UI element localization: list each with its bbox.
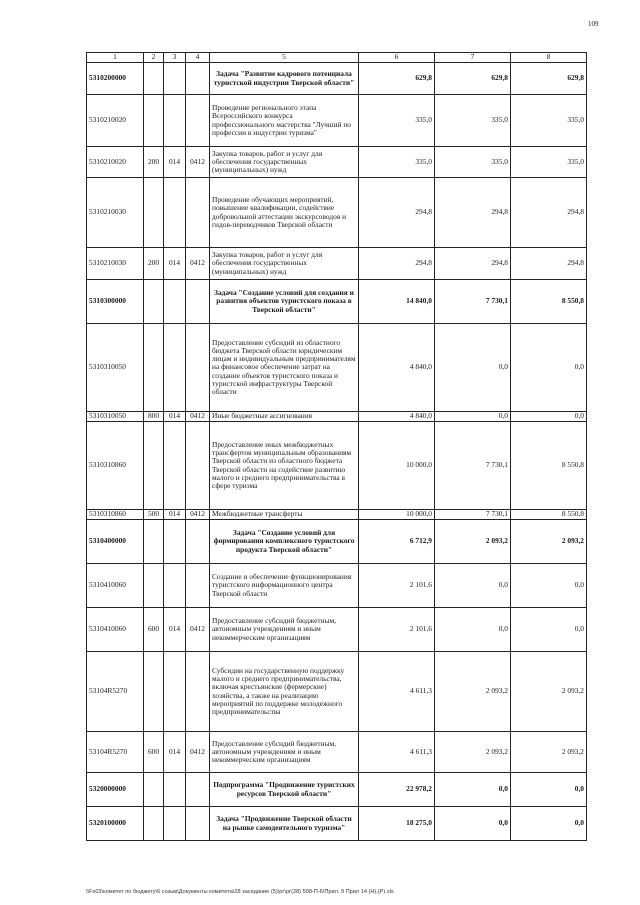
amount-col6-cell: 10 000,0: [359, 510, 435, 520]
table-row: [87, 520, 587, 564]
item-name-cell: Подпрограмма "Продвижение туристских ресурсов Тверской области": [210, 773, 359, 807]
expense-type-cell: [144, 564, 164, 608]
amount-col6-cell: 4 840,0: [359, 412, 435, 422]
section-code-cell: [186, 520, 210, 564]
item-name-cell: Субсидии на государственную поддержку малого и среднего предпринимательства, включая крестьянские (фермерские) хозяйства, а также на реализацию мероприятий по поддержке молодежного предпринимательства: [210, 652, 359, 732]
amount-col8-cell: 0,0: [511, 564, 587, 608]
budget-code-cell: 5310210020: [87, 95, 144, 147]
expense-type-cell: [144, 773, 164, 807]
table-row: [87, 147, 587, 178]
expense-type-cell: [144, 422, 164, 510]
budget-code-cell: 5320100000: [87, 807, 144, 841]
amount-col7-cell: 7 730,1: [435, 510, 511, 520]
amount-col8-cell: 629,8: [511, 63, 587, 95]
section-code-cell: [186, 95, 210, 147]
expense-type-cell: [144, 652, 164, 732]
amount-col6-cell: 629,8: [359, 63, 435, 95]
table-row: [87, 773, 587, 807]
amount-col8-cell: 0,0: [511, 324, 587, 412]
header-cell: 1: [87, 53, 144, 63]
expense-type-cell: [144, 63, 164, 95]
item-name-cell: Закупка товаров, работ и услуг для обеспечения государственных (муниципальных) нужд: [210, 248, 359, 280]
budget-code-cell: 5310410060: [87, 608, 144, 652]
header-cell: 8: [511, 53, 587, 63]
expense-type-cell: 600: [144, 732, 164, 773]
budget-code-cell: 5320000000: [87, 773, 144, 807]
section-code-cell: [186, 63, 210, 95]
amount-col6-cell: 335,0: [359, 147, 435, 178]
budget-table: [86, 52, 587, 841]
ministry-code-cell: 014: [164, 510, 186, 520]
amount-col7-cell: 294,8: [435, 248, 511, 280]
ministry-code-cell: [164, 63, 186, 95]
section-code-cell: 0412: [186, 732, 210, 773]
table-row: [87, 324, 587, 412]
amount-col7-cell: 2 093,2: [435, 520, 511, 564]
ministry-code-cell: [164, 807, 186, 841]
expense-type-cell: 200: [144, 147, 164, 178]
page-number: 109: [588, 20, 599, 28]
amount-col6-cell: 4 611,3: [359, 652, 435, 732]
expense-type-cell: [144, 178, 164, 248]
header-cell: 3: [164, 53, 186, 63]
budget-code-cell: 5310310050: [87, 412, 144, 422]
amount-col7-cell: 7 730,1: [435, 280, 511, 324]
section-code-cell: [186, 280, 210, 324]
table-row: [87, 608, 587, 652]
amount-col6-cell: 14 840,0: [359, 280, 435, 324]
expense-type-cell: [144, 280, 164, 324]
header-cell: 7: [435, 53, 511, 63]
table-row: [87, 510, 587, 520]
expense-type-cell: [144, 807, 164, 841]
section-code-cell: 0412: [186, 608, 210, 652]
table-row: [87, 280, 587, 324]
ministry-code-cell: 014: [164, 412, 186, 422]
item-name-cell: Задача "Продвижение Тверской области на рынке самодеятельного туризма": [210, 807, 359, 841]
ministry-code-cell: 014: [164, 732, 186, 773]
amount-col6-cell: 294,8: [359, 178, 435, 248]
amount-col7-cell: 0,0: [435, 324, 511, 412]
file-path-footer: \\Fs03\комитет по бюджету\6 созыв\Документы комитета\28 заседание (5)\рг\рг(28) 508-П-6\Прил. 9 Прил 14 (Н),(Р).xls: [86, 889, 394, 895]
budget-code-cell: 53104R5270: [87, 652, 144, 732]
amount-col6-cell: 18 275,0: [359, 807, 435, 841]
amount-col8-cell: 2 093,2: [511, 732, 587, 773]
expense-type-cell: [144, 520, 164, 564]
amount-col8-cell: 0,0: [511, 773, 587, 807]
amount-col7-cell: 2 093,2: [435, 732, 511, 773]
amount-col7-cell: 2 093,2: [435, 652, 511, 732]
amount-col7-cell: 0,0: [435, 608, 511, 652]
budget-code-cell: 5310310050: [87, 324, 144, 412]
amount-col7-cell: 294,8: [435, 178, 511, 248]
amount-col8-cell: 294,8: [511, 248, 587, 280]
header-cell: 6: [359, 53, 435, 63]
amount-col7-cell: 0,0: [435, 412, 511, 422]
section-code-cell: [186, 807, 210, 841]
amount-col6-cell: 22 978,2: [359, 773, 435, 807]
amount-col7-cell: 7 730,1: [435, 422, 511, 510]
table-row: [87, 732, 587, 773]
item-name-cell: Проведение обучающих мероприятий, повышение квалификации, содействие добровольной аттестации экскурсоводов и гидов-переводчиков Тверской области: [210, 178, 359, 248]
table-row: [87, 412, 587, 422]
ministry-code-cell: 014: [164, 608, 186, 652]
budget-code-cell: 5310410060: [87, 564, 144, 608]
amount-col8-cell: 0,0: [511, 807, 587, 841]
amount-col7-cell: 335,0: [435, 95, 511, 147]
item-name-cell: Иные бюджетные ассигнования: [210, 412, 359, 422]
expense-type-cell: [144, 324, 164, 412]
budget-code-cell: 53104R5270: [87, 732, 144, 773]
amount-col6-cell: 2 101,6: [359, 608, 435, 652]
item-name-cell: Предоставление иных межбюджетных трансфертов муниципальным образованиям Тверской области из областного бюджета Тверской области на содействие развитию малого и среднего предпринимательства в сфере туризма: [210, 422, 359, 510]
ministry-code-cell: [164, 178, 186, 248]
table-row: [87, 248, 587, 280]
amount-col8-cell: 8 550,8: [511, 422, 587, 510]
section-code-cell: 0412: [186, 248, 210, 280]
item-name-cell: Задача "Развитие кадрового потенциала туристской индустрии Тверской области": [210, 63, 359, 95]
section-code-cell: [186, 422, 210, 510]
amount-col8-cell: 8 550,8: [511, 280, 587, 324]
table-row: [87, 95, 587, 147]
ministry-code-cell: [164, 324, 186, 412]
table-row: [87, 63, 587, 95]
amount-col8-cell: 294,8: [511, 178, 587, 248]
budget-code-cell: 5310310860: [87, 422, 144, 510]
ministry-code-cell: 014: [164, 248, 186, 280]
table-row: [87, 564, 587, 608]
ministry-code-cell: [164, 652, 186, 732]
amount-col8-cell: 8 550,8: [511, 510, 587, 520]
item-name-cell: Закупка товаров, работ и услуг для обеспечения государственных (муниципальных) нужд: [210, 147, 359, 178]
budget-code-cell: 5310210030: [87, 178, 144, 248]
header-cell: 2: [144, 53, 164, 63]
ministry-code-cell: [164, 564, 186, 608]
expense-type-cell: 500: [144, 510, 164, 520]
header-row: [87, 53, 587, 63]
section-code-cell: [186, 564, 210, 608]
header-cell: 5: [210, 53, 359, 63]
header-cell: 4: [186, 53, 210, 63]
amount-col8-cell: 2 093,2: [511, 520, 587, 564]
amount-col8-cell: 335,0: [511, 95, 587, 147]
item-name-cell: Предоставление субсидий бюджетным, автономным учреждениям и иным некоммерческим организациям: [210, 608, 359, 652]
budget-code-cell: 5310210030: [87, 248, 144, 280]
item-name-cell: Межбюджетные трансферты: [210, 510, 359, 520]
item-name-cell: Проведение регионального этапа Всероссийского конкурса профессионального мастерства "Лучший по профессии в индустрии туризма": [210, 95, 359, 147]
amount-col8-cell: 0,0: [511, 608, 587, 652]
amount-col8-cell: 0,0: [511, 412, 587, 422]
budget-code-cell: 5310400000: [87, 520, 144, 564]
expense-type-cell: [144, 95, 164, 147]
amount-col6-cell: 2 101,6: [359, 564, 435, 608]
amount-col6-cell: 10 000,0: [359, 422, 435, 510]
amount-col8-cell: 2 093,2: [511, 652, 587, 732]
amount-col6-cell: 4 611,3: [359, 732, 435, 773]
table-body: [87, 53, 587, 841]
section-code-cell: 0412: [186, 510, 210, 520]
section-code-cell: [186, 652, 210, 732]
budget-code-cell: 5310310860: [87, 510, 144, 520]
item-name-cell: Задача "Создание условий для создания и развития объектов туристского показа в Тверской области": [210, 280, 359, 324]
expense-type-cell: 800: [144, 412, 164, 422]
budget-code-cell: 5310210020: [87, 147, 144, 178]
section-code-cell: 0412: [186, 147, 210, 178]
amount-col8-cell: 335,0: [511, 147, 587, 178]
table-row: [87, 652, 587, 732]
table-row: [87, 807, 587, 841]
section-code-cell: 0412: [186, 412, 210, 422]
amount-col7-cell: 0,0: [435, 807, 511, 841]
budget-code-cell: 5310200000: [87, 63, 144, 95]
amount-col6-cell: 4 840,0: [359, 324, 435, 412]
ministry-code-cell: [164, 95, 186, 147]
ministry-code-cell: 014: [164, 147, 186, 178]
section-code-cell: [186, 178, 210, 248]
item-name-cell: Предоставление субсидий бюджетным, автономным учреждениям и иным некоммерческим организациям: [210, 732, 359, 773]
item-name-cell: Предоставление субсидий из областного бюджета Тверской области юридическим лицам и индивидуальным предпринимателям на финансовое обеспечение затрат на создание объектов туристского показа и туристской инфраструктуры Тверской области: [210, 324, 359, 412]
item-name-cell: Задача "Создание условий для формирования комплексного туристского продукта Тверской области": [210, 520, 359, 564]
budget-code-cell: 5310300000: [87, 280, 144, 324]
amount-col6-cell: 294,8: [359, 248, 435, 280]
amount-col7-cell: 335,0: [435, 147, 511, 178]
ministry-code-cell: [164, 773, 186, 807]
ministry-code-cell: [164, 422, 186, 510]
expense-type-cell: 600: [144, 608, 164, 652]
ministry-code-cell: [164, 520, 186, 564]
table-row: [87, 422, 587, 510]
amount-col7-cell: 0,0: [435, 773, 511, 807]
amount-col6-cell: 6 712,9: [359, 520, 435, 564]
table-row: [87, 178, 587, 248]
amount-col7-cell: 629,8: [435, 63, 511, 95]
amount-col6-cell: 335,0: [359, 95, 435, 147]
amount-col7-cell: 0,0: [435, 564, 511, 608]
section-code-cell: [186, 324, 210, 412]
item-name-cell: Создание и обеспечение функционирования туристского информационного центра Тверской области: [210, 564, 359, 608]
ministry-code-cell: [164, 280, 186, 324]
expense-type-cell: 200: [144, 248, 164, 280]
section-code-cell: [186, 773, 210, 807]
